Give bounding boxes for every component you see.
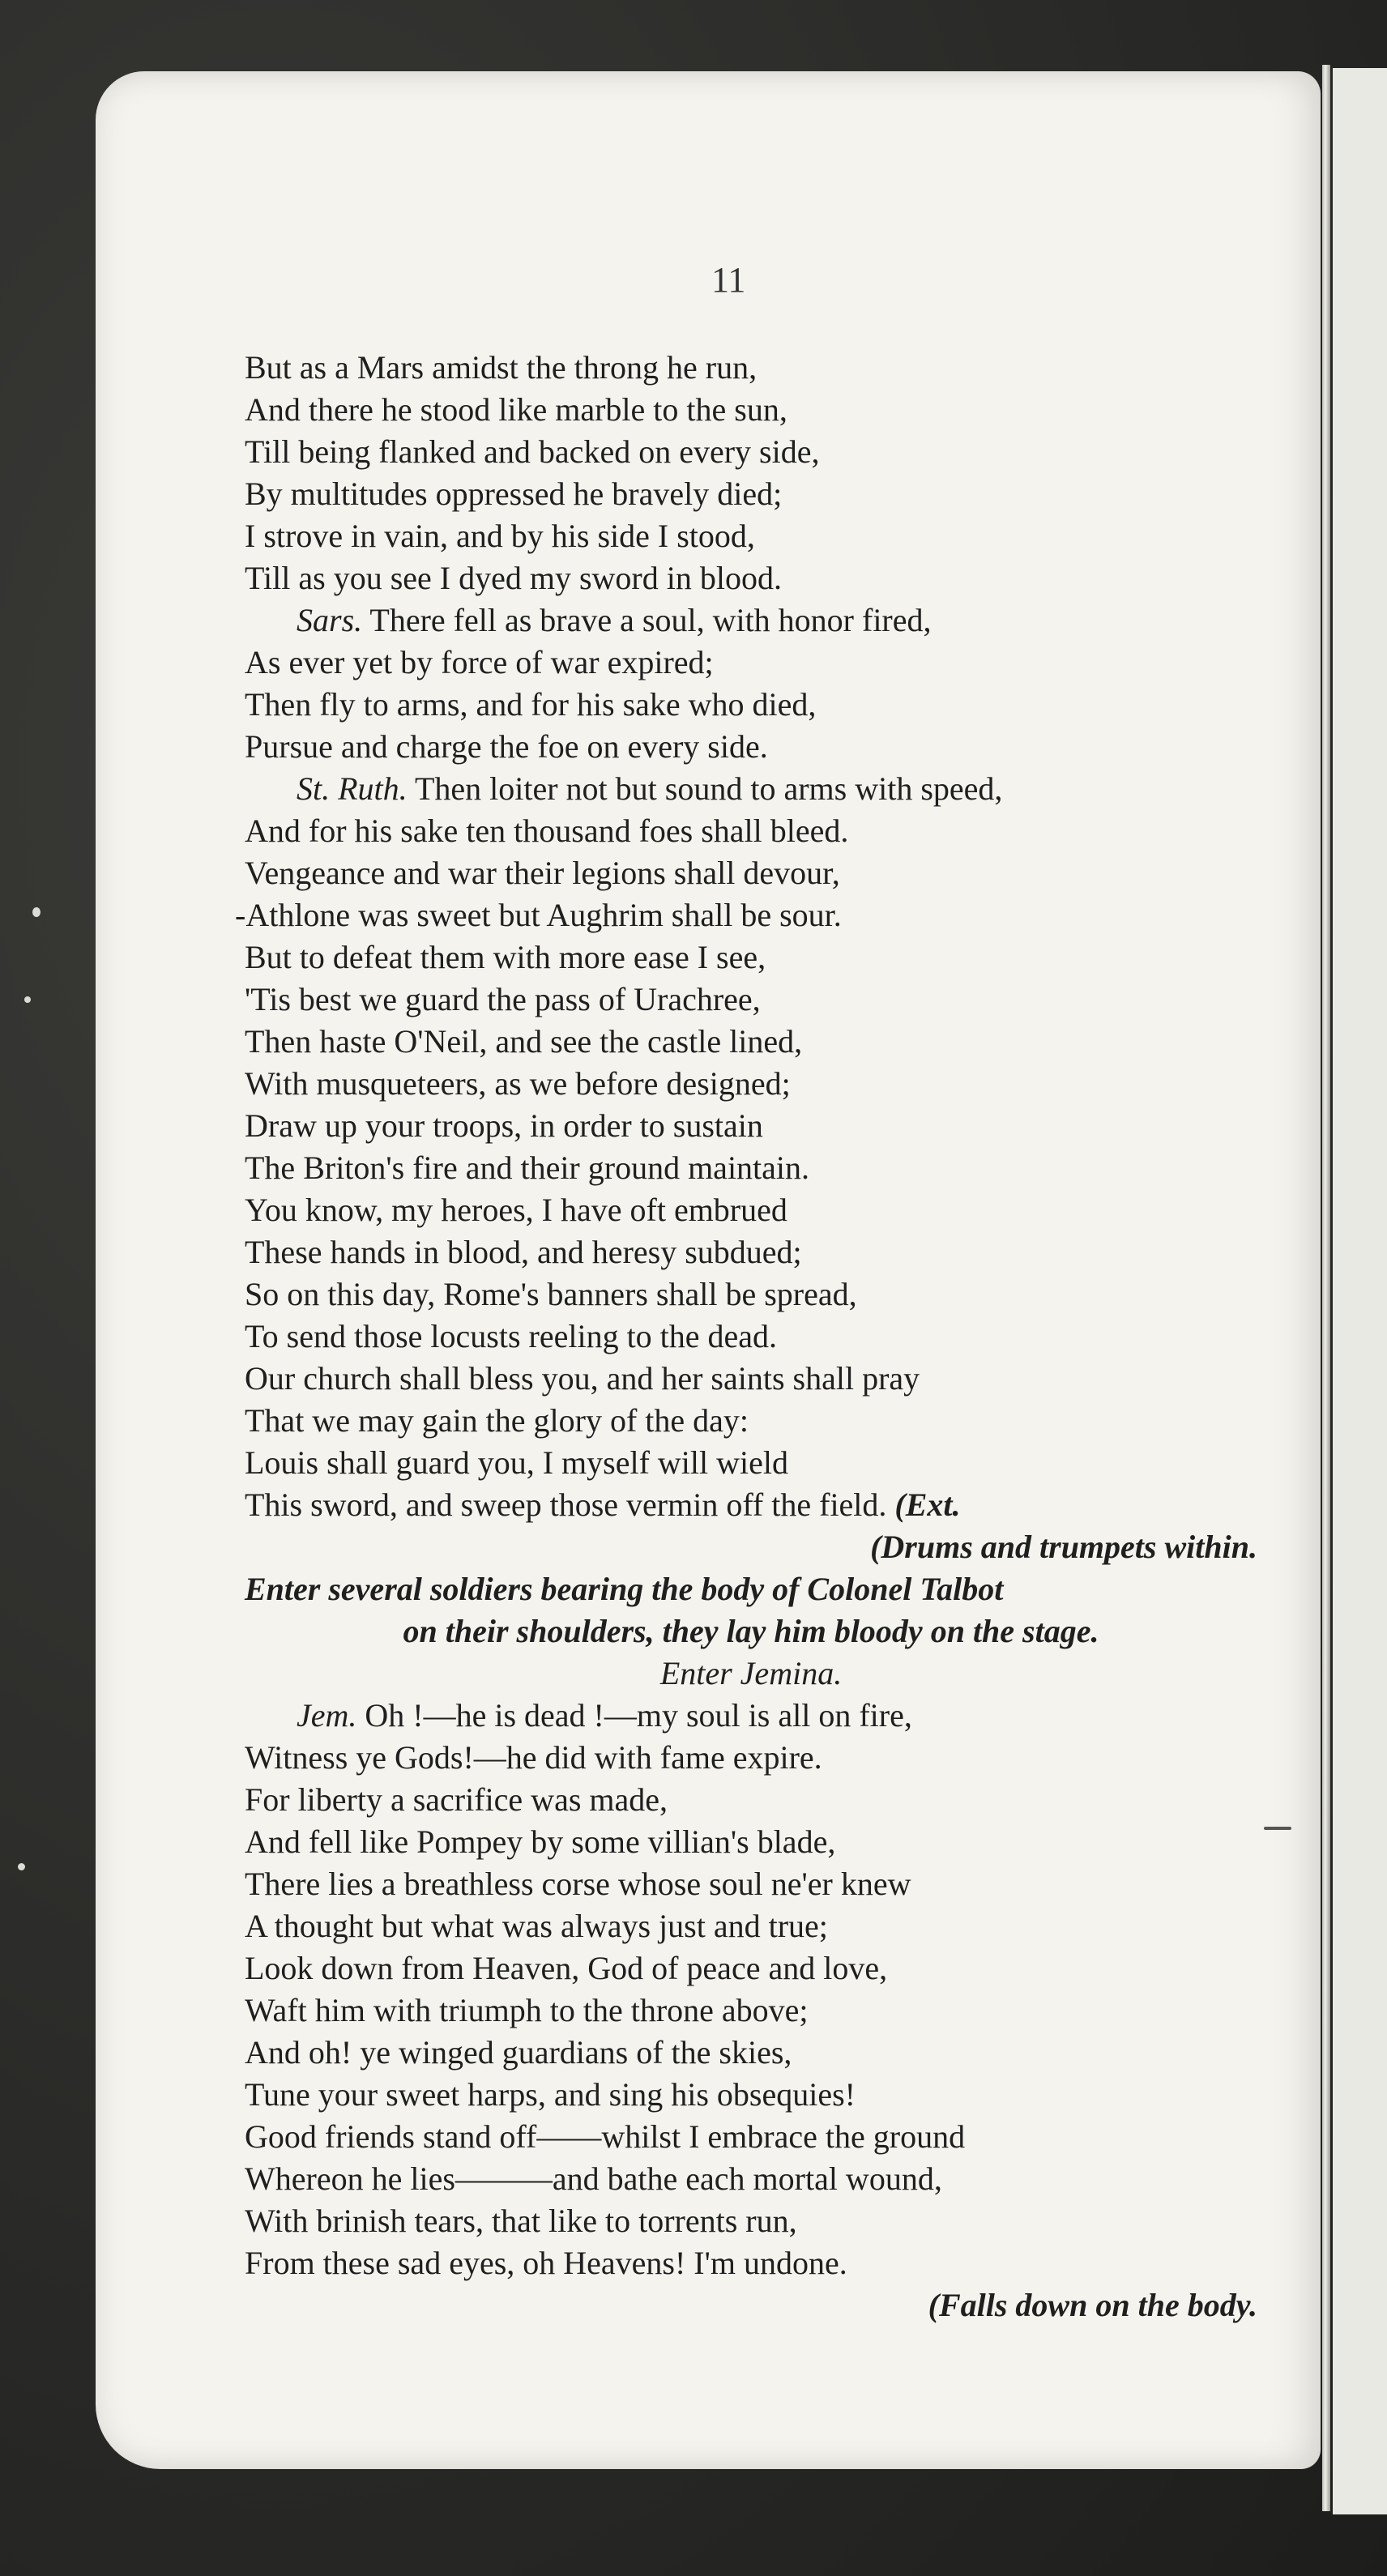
speaker-name: St. Ruth. <box>297 770 408 807</box>
text-line: With brinish tears, that like to torrents run, <box>245 2203 797 2239</box>
speech-line <box>245 1484 1257 1526</box>
text-line: Draw up your troops, in order to sustain <box>245 1107 763 1144</box>
text-line: And for his sake ten thousand foes shall bleed. <box>245 812 849 849</box>
text-line: These hands in blood, and heresy subdued; <box>245 1234 802 1270</box>
text-line: And oh! ye winged guardians of the skies, <box>245 2034 792 2071</box>
text-line: Tune your sweet harps, and sing his obsequies! <box>245 2076 856 2113</box>
scan-speck <box>18 1863 25 1870</box>
speech-line <box>245 1695 1257 1737</box>
text-line: To send those locusts reeling to the dead. <box>245 1318 778 1354</box>
text-line: A thought but what was always just and true; <box>245 1908 828 1944</box>
speaker-name: Jem. <box>297 1697 357 1734</box>
facing-page-strip <box>1333 68 1387 2514</box>
stage-direction: (Drums and trumpets within. <box>870 1529 1257 1565</box>
page-gutter-edge <box>1322 65 1330 2511</box>
text-line: Till being flanked and backed on every side, <box>245 433 820 470</box>
speaker-name: Sars. <box>297 602 363 638</box>
text-line: The Briton's fire and their ground maintain. <box>245 1149 810 1186</box>
text-line: Look down from Heaven, God of peace and love, <box>245 1950 888 1986</box>
text-line: As ever yet by force of war expired; <box>245 644 714 680</box>
page-speck <box>1264 1827 1291 1830</box>
page-number: 11 <box>711 260 746 300</box>
text-line: But to defeat them with more ease I see, <box>245 939 766 975</box>
text-line: Witness ye Gods!—he did with fame expire. <box>245 1739 822 1776</box>
text-line: You know, my heroes, I have oft embrued <box>245 1192 787 1228</box>
text-line: By multitudes oppressed he bravely died; <box>245 476 783 512</box>
text-line: Pursue and charge the foe on every side. <box>245 728 768 765</box>
speech-text: Then loiter not but sound to arms with speed, <box>407 770 1003 807</box>
text-line: With musqueteers, as we before designed; <box>245 1065 791 1102</box>
text-line: Our church shall bless you, and her saints shall pray <box>245 1360 920 1397</box>
text-line: Waft him with triumph to the throne above; <box>245 1992 809 2028</box>
speech-line <box>245 768 1257 810</box>
text-line: There lies a breathless corse whose soul ne'er knew <box>245 1866 911 1902</box>
text-line: -Athlone was sweet but Aughrim shall be sour. <box>235 897 842 933</box>
text-line: But as a Mars amidst the throng he run, <box>245 349 758 386</box>
text-line: From these sad eyes, oh Heavens! I'm undone. <box>245 2245 847 2281</box>
stage-direction: (Falls down on the body. <box>928 2287 1257 2323</box>
stage-direction: on their shoulders, they lay him bloody on the stage. <box>403 1613 1099 1649</box>
speech-line <box>245 599 1257 642</box>
text-line: 'Tis best we guard the pass of Urachree, <box>245 981 761 1017</box>
text-line: Whereon he lies———and bathe each mortal wound, <box>245 2160 942 2197</box>
speech-text: There fell as brave a soul, with honor fired, <box>362 602 932 638</box>
text-line: So on this day, Rome's banners shall be spread, <box>245 1276 857 1312</box>
text-line: Till as you see I dyed my sword in blood. <box>245 560 782 596</box>
text-line: That we may gain the glory of the day: <box>245 1402 749 1439</box>
text-line: Louis shall guard you, I myself will wield <box>245 1444 789 1481</box>
speech-text: This sword, and sweep those vermin off the field. <box>245 1486 887 1523</box>
text-line: For liberty a sacrifice was made, <box>245 1781 668 1818</box>
text-line: Good friends stand off——whilst I embrace the ground <box>245 2118 966 2155</box>
text-line: Then fly to arms, and for his sake who died, <box>245 686 817 723</box>
text-line: Vengeance and war their legions shall devour, <box>245 855 840 891</box>
scan-speck <box>32 907 41 917</box>
exit-direction: (Ext. <box>894 1486 961 1523</box>
stage-direction: Enter several soldiers bearing the body of Colonel Talbot <box>245 1571 1004 1607</box>
text-line: And there he stood like marble to the sun, <box>245 391 787 428</box>
poem-text <box>235 347 1257 2327</box>
scan-speck <box>24 996 31 1003</box>
text-line: I strove in vain, and by his side I stood, <box>245 518 755 554</box>
stage-direction: Enter Jemina. <box>659 1655 843 1691</box>
text-line: Then haste O'Neil, and see the castle lined, <box>245 1023 803 1060</box>
speech-text: Oh !—he is dead !—my soul is all on fire, <box>356 1697 912 1734</box>
text-line: And fell like Pompey by some villian's blade, <box>245 1823 836 1860</box>
